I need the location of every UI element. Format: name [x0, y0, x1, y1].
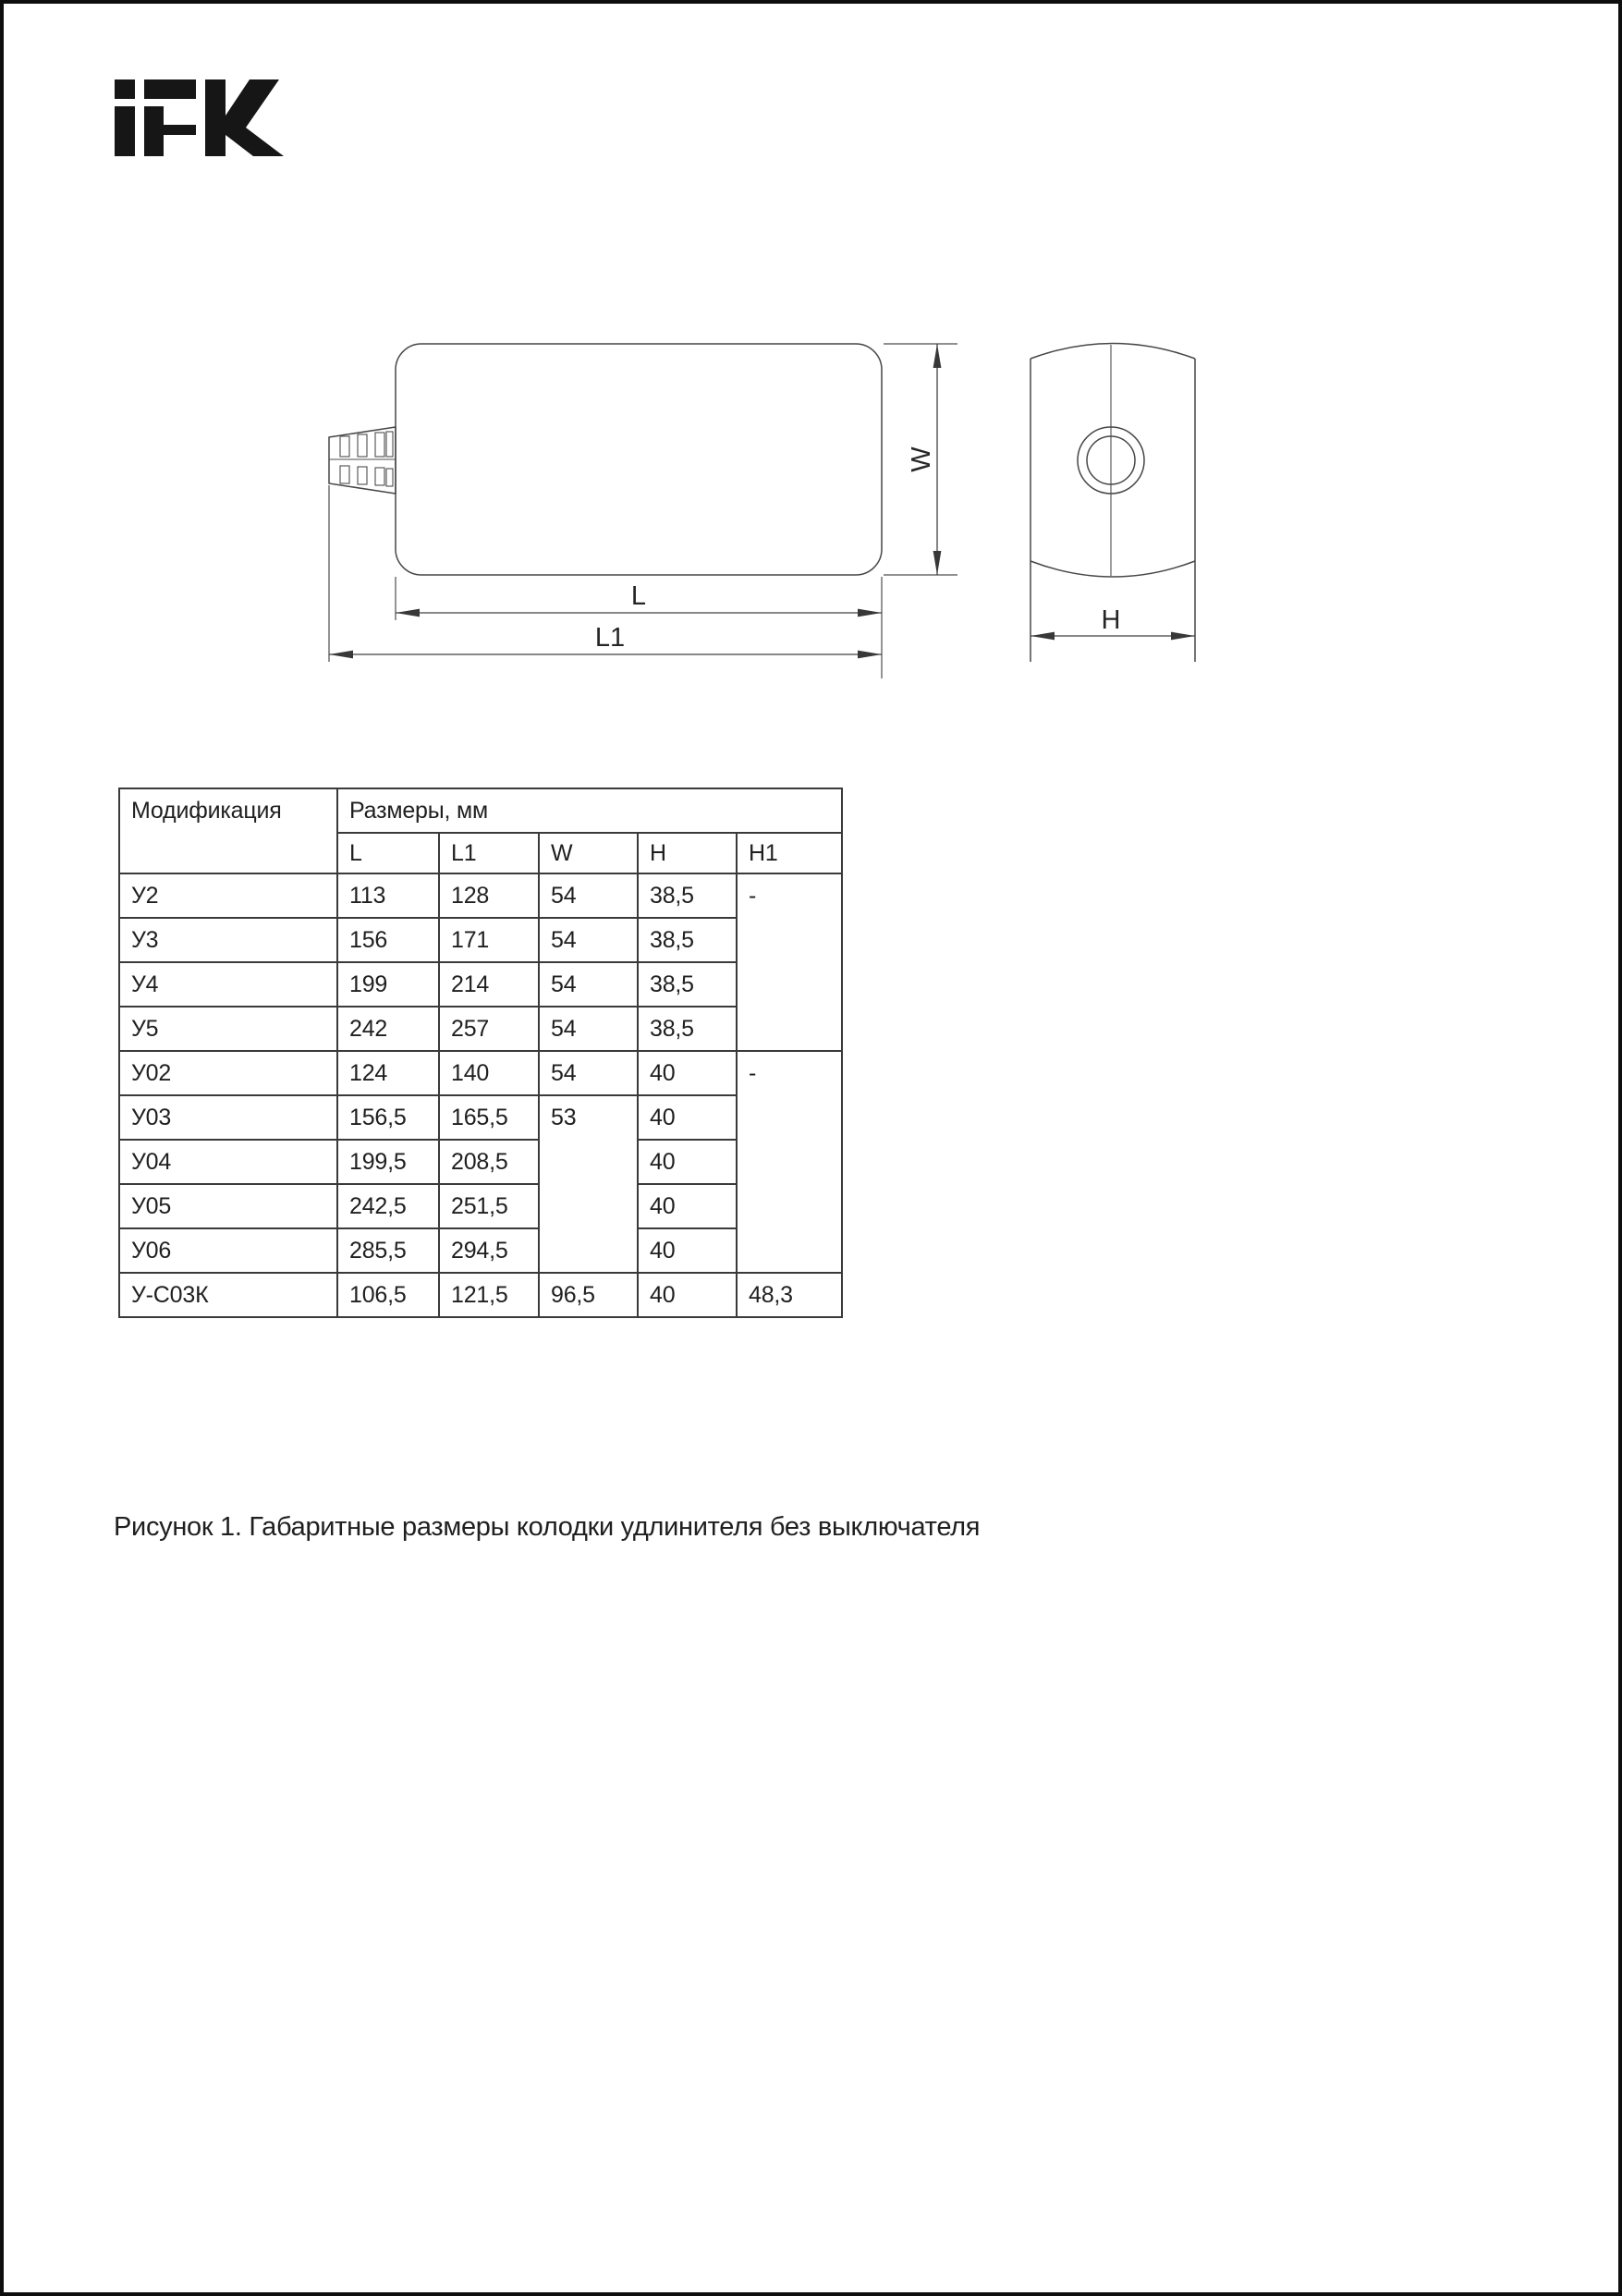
- table-row: [119, 1273, 842, 1317]
- dimension-l: [396, 581, 882, 617]
- dimensions-table: [118, 788, 843, 1318]
- cell-l: 113: [337, 873, 439, 918]
- cell-w: 54: [539, 1051, 638, 1095]
- header-modification: Модификация: [119, 788, 337, 873]
- plug-strain-relief: [329, 427, 396, 494]
- plug-slot: [375, 468, 384, 485]
- dim-label-h: H: [1101, 605, 1121, 635]
- plug-outline: [329, 427, 396, 494]
- cell-w: 54: [539, 918, 638, 962]
- arrowhead-down-icon: [933, 551, 942, 575]
- cell-h: 40: [638, 1273, 737, 1317]
- cell-l: 156: [337, 918, 439, 962]
- body-outline: [396, 344, 882, 575]
- cell-w: 54: [539, 962, 638, 1007]
- plug-slot: [386, 469, 393, 486]
- cell-l: 199,5: [337, 1140, 439, 1184]
- table-row: [119, 1184, 842, 1228]
- arrowhead-right-icon: [1171, 632, 1195, 641]
- cell-h: 38,5: [638, 918, 737, 962]
- cell-h: 40: [638, 1140, 737, 1184]
- cell-w-merged: 53: [539, 1095, 638, 1273]
- cell-h: 40: [638, 1095, 737, 1140]
- plug-slot: [386, 432, 393, 457]
- table-row: [119, 1051, 842, 1095]
- row-label: У-С03К: [119, 1273, 337, 1317]
- header-col-l: L: [337, 833, 439, 873]
- end-view-top-arc: [1031, 344, 1195, 360]
- cell-w: 96,5: [539, 1273, 638, 1317]
- cell-l: 106,5: [337, 1273, 439, 1317]
- cell-h1: 48,3: [737, 1273, 842, 1317]
- cell-l1: 171: [439, 918, 539, 962]
- row-label: У02: [119, 1051, 337, 1095]
- cell-l1: 251,5: [439, 1184, 539, 1228]
- cell-l1: 128: [439, 873, 539, 918]
- cell-h: 38,5: [638, 1007, 737, 1051]
- cell-h: 38,5: [638, 962, 737, 1007]
- cell-l: 242,5: [337, 1184, 439, 1228]
- cell-l1: 214: [439, 962, 539, 1007]
- dimension-h: [1031, 605, 1195, 640]
- cell-l1: 165,5: [439, 1095, 539, 1140]
- dim-label-l: L: [630, 581, 647, 611]
- table-row: [119, 962, 842, 1007]
- arrowhead-right-icon: [858, 651, 882, 659]
- dimension-l1: [329, 623, 882, 658]
- header-dimensions-group: Размеры, мм: [337, 788, 842, 833]
- table-row: [119, 873, 842, 918]
- arrowhead-right-icon: [858, 609, 882, 617]
- row-label: У3: [119, 918, 337, 962]
- table-header-row-1: [119, 788, 842, 833]
- cell-l1: 121,5: [439, 1273, 539, 1317]
- row-label: У2: [119, 873, 337, 918]
- plug-slot: [340, 436, 349, 457]
- cell-h1-merged: -: [737, 1051, 842, 1273]
- cell-l: 242: [337, 1007, 439, 1051]
- cell-l: 124: [337, 1051, 439, 1095]
- row-label: У03: [119, 1095, 337, 1140]
- arrowhead-left-icon: [396, 609, 420, 617]
- end-view-bottom-arc: [1031, 561, 1195, 577]
- plug-slot: [375, 433, 384, 457]
- cell-l1: 294,5: [439, 1228, 539, 1273]
- cell-l1: 257: [439, 1007, 539, 1051]
- cell-l: 199: [337, 962, 439, 1007]
- table-row: [119, 1007, 842, 1051]
- cell-w: 54: [539, 1007, 638, 1051]
- plug-slot: [358, 434, 367, 457]
- header-col-l1: L1: [439, 833, 539, 873]
- cell-h1-merged: -: [737, 873, 842, 1051]
- arrowhead-left-icon: [1031, 632, 1055, 641]
- dimension-w: [907, 344, 941, 575]
- header-col-h1: H1: [737, 833, 842, 873]
- table-row: [119, 918, 842, 962]
- dim-label-w: W: [907, 446, 936, 472]
- row-label: У5: [119, 1007, 337, 1051]
- cell-l: 285,5: [337, 1228, 439, 1273]
- table-row: [119, 1228, 842, 1273]
- row-label: У05: [119, 1184, 337, 1228]
- plug-slot: [340, 466, 349, 483]
- table-row: [119, 1140, 842, 1184]
- cell-l1: 140: [439, 1051, 539, 1095]
- cell-h: 40: [638, 1184, 737, 1228]
- header-col-w: W: [539, 833, 638, 873]
- cell-h: 40: [638, 1051, 737, 1095]
- cell-l: 156,5: [337, 1095, 439, 1140]
- dim-label-l1: L1: [594, 623, 626, 653]
- plug-slot: [358, 467, 367, 484]
- cell-w: 54: [539, 873, 638, 918]
- row-label: У06: [119, 1228, 337, 1273]
- header-col-h: H: [638, 833, 737, 873]
- table-row: [119, 1095, 842, 1140]
- cell-l1: 208,5: [439, 1140, 539, 1184]
- row-label: У04: [119, 1140, 337, 1184]
- figure-caption: Рисунок 1. Габаритные размеры колодки удлинителя без выключателя: [114, 1512, 981, 1542]
- cell-h: 40: [638, 1228, 737, 1273]
- arrowhead-up-icon: [933, 344, 942, 368]
- arrowhead-left-icon: [329, 651, 353, 659]
- row-label: У4: [119, 962, 337, 1007]
- cell-h: 38,5: [638, 873, 737, 918]
- end-view: [1031, 344, 1195, 663]
- technical-drawing: [4, 4, 1622, 725]
- side-view: [329, 344, 957, 678]
